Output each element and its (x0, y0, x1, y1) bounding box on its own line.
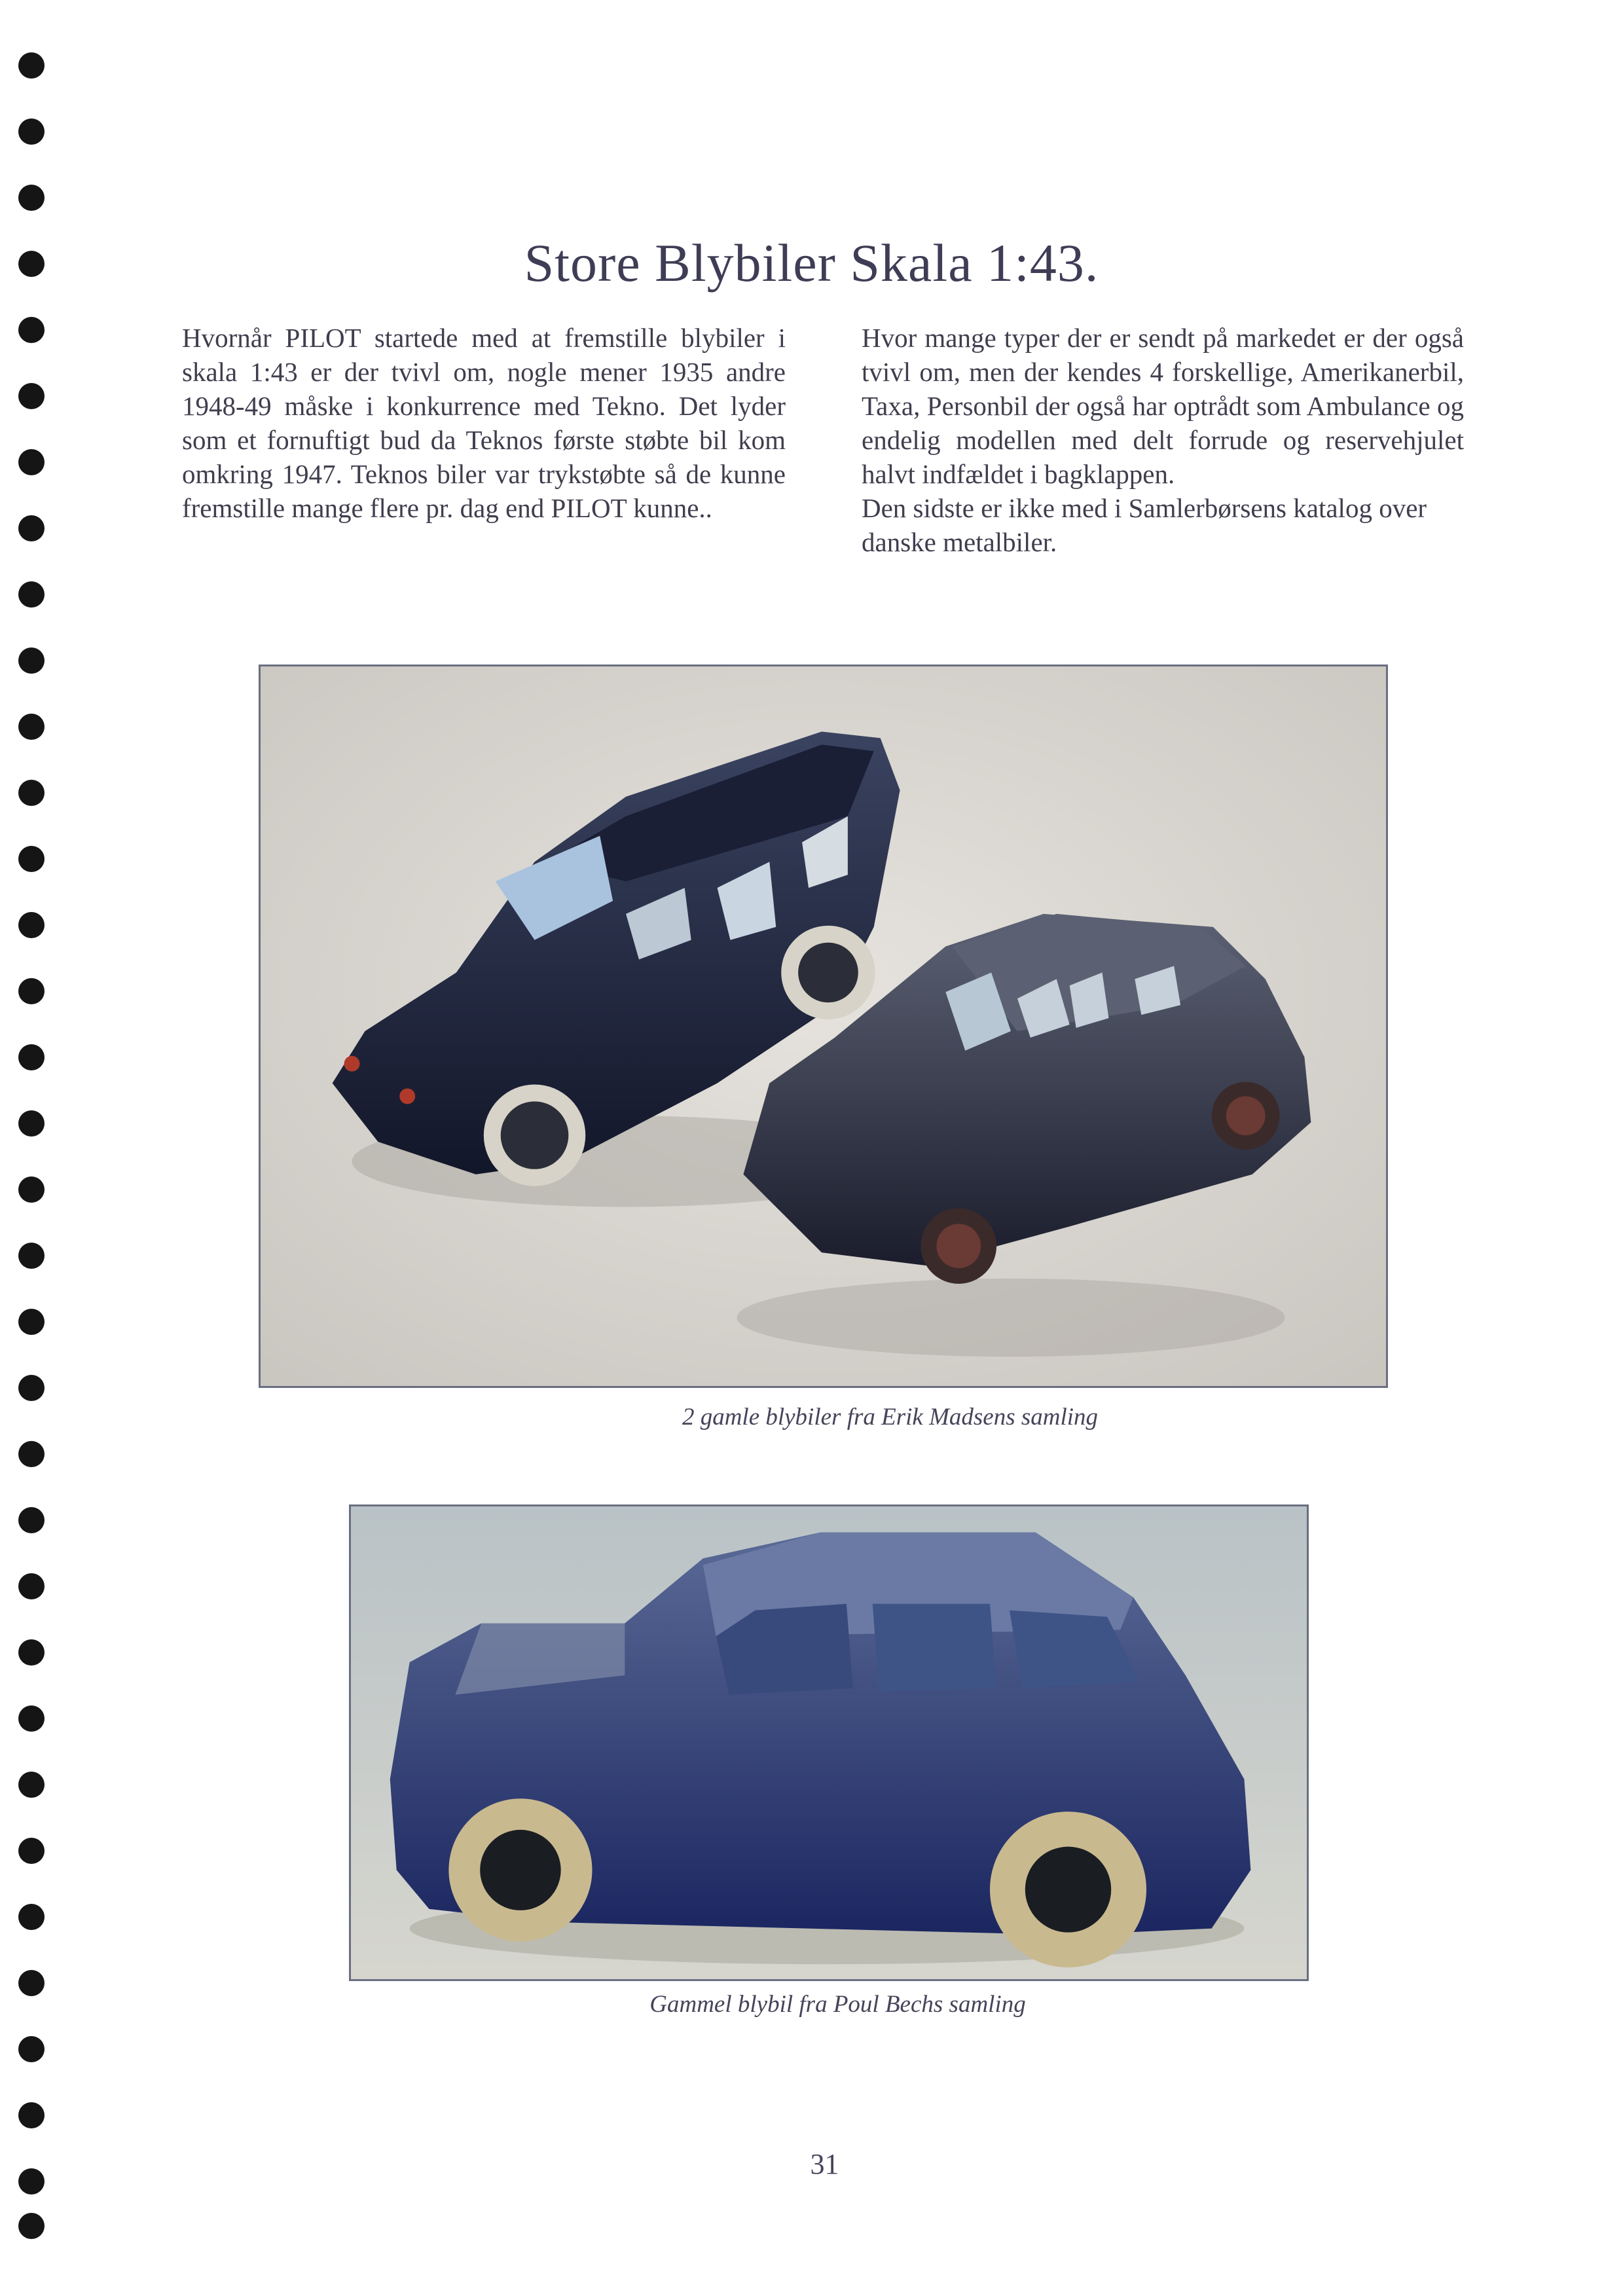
binding-hole (18, 2102, 45, 2128)
binding-hole (18, 1573, 45, 1599)
binding-hole (18, 1176, 45, 1203)
binding-hole (18, 1441, 45, 1467)
right-paragraph-2: Den sidste er ikke med i Samlerbørsens katalog over danske metalbiler. (862, 493, 1427, 557)
binding-holes (18, 52, 51, 2239)
photo-caption-1: 2 gamle blybiler fra Erik Madsens samling (682, 1404, 1099, 1430)
binding-hole (18, 185, 45, 211)
binding-hole (18, 1243, 45, 1269)
binding-hole (18, 714, 45, 740)
blue-toy-car-illustration (351, 1506, 1307, 1979)
binding-hole (18, 1507, 45, 1533)
page-title: Store Blybiler Skala 1:43. (524, 233, 1099, 293)
toy-cars-illustration (261, 666, 1386, 1386)
binding-hole (18, 2036, 45, 2062)
photo-blue-toy-car (349, 1504, 1309, 1981)
binding-hole (18, 1309, 45, 1335)
binding-hole (18, 317, 45, 343)
binding-hole (18, 1375, 45, 1401)
left-paragraph: Hvornår PILOT startede med at fremstille blybiler i skala 1:43 er der tvivl om, nogle mener 1935 andre 1948-49 måske i konkurrence med Tekno. Det lyder som et fornuftigt bud da Teknos første støbte bil kom omkring 1947. Teknos biler var trykstøbte så de kunne fremstille mange flere pr. dag end PILOT kunne.. (182, 323, 786, 523)
binding-hole (18, 647, 45, 674)
right-paragraph-1: Hvor mange typer der er sendt på markedet er der også tvivl om, men der kendes 4 forskellige, Amerikanerbil, Taxa, Personbil der også har optrådt som Ambulance og endelig modellen med delt forrude og reservehjulet halvt indfældet i bagklappen. (862, 323, 1464, 489)
page-number: 31 (810, 2148, 839, 2180)
binding-hole (18, 2213, 45, 2239)
binding-hole (18, 1705, 45, 1732)
binding-hole (18, 383, 45, 409)
binding-hole (18, 780, 45, 806)
binding-hole (18, 449, 45, 475)
photo-two-toy-cars (259, 665, 1388, 1388)
binding-hole (18, 1772, 45, 1798)
binding-hole (18, 52, 45, 79)
binding-hole (18, 1639, 45, 1666)
photo-caption-2: Gammel blybil fra Poul Bechs samling (649, 1991, 1026, 2018)
binding-hole (18, 1044, 45, 1070)
binding-hole (18, 118, 45, 145)
binding-hole (18, 846, 45, 872)
binding-hole (18, 581, 45, 608)
binding-hole (18, 1838, 45, 1864)
binding-hole (18, 978, 45, 1004)
left-column (182, 321, 786, 525)
binding-hole (18, 1904, 45, 1930)
binding-hole (18, 1110, 45, 1137)
binding-hole (18, 912, 45, 938)
binding-hole (18, 515, 45, 541)
right-column (862, 321, 1464, 559)
